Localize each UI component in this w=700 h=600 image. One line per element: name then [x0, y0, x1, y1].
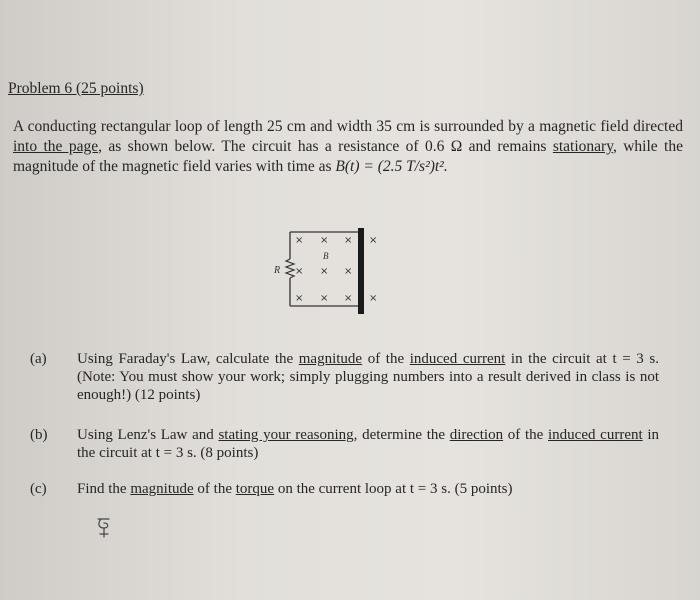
statement-text-1: A conducting rectangular loop of length 25 cm and width 35 cm is surrounded by a magnetic field directed	[13, 118, 683, 135]
resistor-label: R	[274, 265, 281, 276]
field-formula: B(t) = (2.5 T/s²)t².	[335, 158, 448, 175]
resistor-symbol	[286, 259, 294, 278]
field-mark: ×	[320, 235, 329, 246]
problem-heading: Problem 6 (25 points)	[8, 80, 144, 97]
field-mark: ×	[344, 293, 353, 304]
statement-text-3: , while the magnitude of the magnetic field varies with time as	[13, 138, 683, 175]
part-b-stating-reasoning: stating your reasoning	[218, 427, 354, 443]
part-c-text-3: on the current loop at t = 3 s. (5 points)	[274, 481, 513, 497]
circuit-figure	[270, 228, 390, 318]
part-c-text-2: of the	[193, 481, 236, 497]
part-a-text-3: in the circuit at t = 3 s. (Note: You must show your work; simply plugging numbers into a result derived in class is not enough!) (12 points)	[77, 351, 659, 403]
field-mark: ×	[295, 266, 304, 277]
part-c-torque: torque	[235, 481, 275, 497]
handwritten-scribble	[93, 515, 115, 541]
part-a-text-2: of the	[362, 351, 410, 367]
conducting-bar	[358, 228, 364, 314]
field-label: B	[323, 251, 329, 261]
part-b-text	[77, 426, 659, 462]
part-b-text-4: in the circuit at t = 3 s. (8 points)	[77, 427, 660, 461]
field-mark: ×	[295, 293, 304, 304]
field-mark: ×	[369, 235, 378, 246]
part-b-text-3: of the	[503, 427, 548, 443]
part-c-text	[77, 480, 659, 498]
field-mark: ×	[320, 266, 329, 277]
part-b-text-2: , determine the	[353, 427, 450, 443]
statement-into-page: into the page	[13, 138, 99, 155]
part-b-direction: direction	[449, 427, 504, 443]
part-a-text-1: Using Faraday's Law, calculate the	[77, 351, 299, 367]
part-a-magnitude: magnitude	[298, 351, 363, 367]
part-b-label: (b)	[30, 427, 48, 443]
part-c-label: (c)	[30, 481, 47, 497]
part-b-induced-current: induced current	[548, 427, 643, 443]
field-mark: ×	[344, 235, 353, 246]
part-a-text	[77, 350, 659, 404]
statement-stationary: stationary	[552, 138, 613, 155]
field-mark: ×	[344, 266, 353, 277]
part-a-induced-current: induced current	[409, 351, 506, 367]
field-mark: ×	[369, 293, 378, 304]
field-mark: ×	[295, 235, 304, 246]
field-mark: ×	[320, 293, 329, 304]
part-c-text-1: Find the	[77, 481, 131, 497]
part-b-text-1: Using Lenz's Law and	[77, 427, 219, 443]
part-c-magnitude: magnitude	[130, 481, 194, 497]
problem-statement	[13, 117, 683, 177]
statement-text-2: , as shown below. The circuit has a resistance of 0.6 Ω and remains	[98, 138, 553, 155]
part-a-label: (a)	[30, 351, 47, 367]
